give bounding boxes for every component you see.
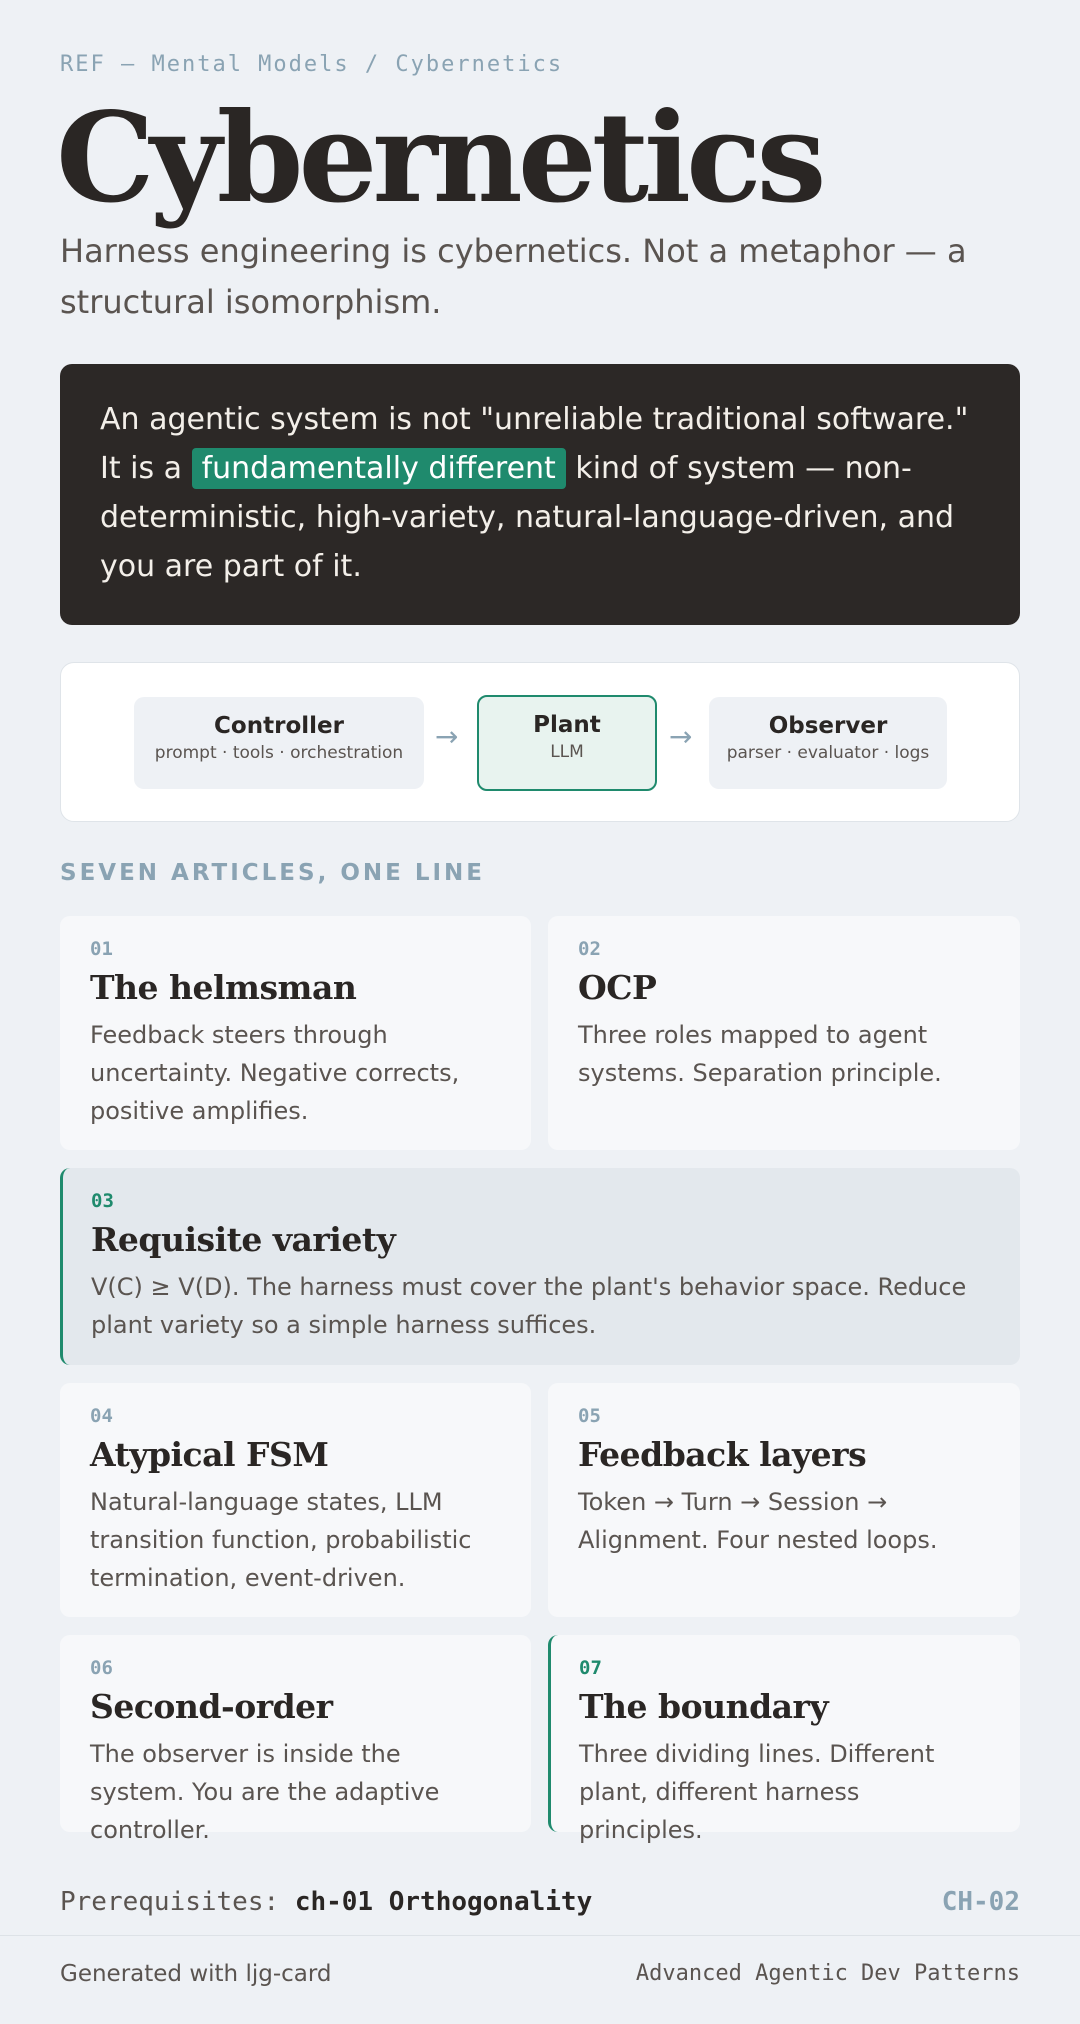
page-subtitle: Harness engineering is cybernetics. Not a metaphor — a structural isomorphism. (60, 232, 967, 321)
article-card[interactable] (60, 1383, 531, 1617)
article-description: Token → Turn → Session → Alignment. Four nested loops. (578, 1488, 938, 1554)
article-card-featured[interactable] (60, 1168, 1020, 1365)
quote-highlight: fundamentally different (192, 448, 566, 489)
article-number: 06 (90, 1657, 113, 1679)
chapter-code: CH-02 (941, 1887, 1020, 1917)
controller-node-name: Controller (214, 713, 344, 739)
plant-node-sub: LLM (550, 742, 584, 762)
prerequisites-link[interactable]: ch-01 Orthogonality (294, 1887, 593, 1917)
quote-block (60, 364, 1020, 625)
controller-node (134, 697, 424, 789)
footer-generator: Generated with ljg-card (60, 1961, 332, 1987)
article-card-accent[interactable] (548, 1635, 1020, 1844)
article-title: The boundary (579, 1687, 829, 1726)
quote-text-after: kind of system — non-deterministic, high-variety, natural-language-driven, and you are part of it. (100, 451, 955, 584)
observer-node (709, 697, 947, 789)
article-card[interactable] (60, 916, 531, 1150)
article-title: Feedback layers (578, 1435, 867, 1474)
controller-node-sub: prompt · tools · orchestration (154, 743, 404, 763)
article-title: Requisite variety (91, 1220, 396, 1259)
article-title: OCP (578, 968, 657, 1007)
article-number: 07 (579, 1657, 602, 1679)
article-description: Natural-language states, LLM transition function, probabilistic termination, event-driven. (90, 1488, 472, 1592)
article-description: V(C) ≥ V(D). The harness must cover the plant's behavior space. Reduce plant variety so a simple harness suffices. (91, 1273, 967, 1339)
footer-series: Advanced Agentic Dev Patterns (635, 1961, 1020, 1986)
article-card[interactable] (548, 1383, 1020, 1617)
article-number: 01 (90, 938, 113, 960)
article-number: 04 (90, 1405, 113, 1427)
arrow-right-icon: → (669, 720, 693, 753)
article-title: The helmsman (90, 968, 357, 1007)
article-number: 03 (91, 1190, 114, 1212)
arrow-right-icon: → (435, 720, 459, 753)
page-title: Cybernetics (56, 86, 822, 231)
prerequisites (60, 1887, 592, 1917)
article-description: The observer is inside the system. You are the adaptive controller. (90, 1740, 440, 1844)
prerequisites-label: Prerequisites: (60, 1887, 280, 1917)
article-number: 02 (578, 938, 601, 960)
section-label: SEVEN ARTICLES, ONE LINE (60, 860, 486, 886)
quote-text-before: An agentic system is not "unreliable traditional software." It is a (100, 402, 969, 486)
article-title: Atypical FSM (90, 1435, 329, 1474)
plant-node (477, 695, 657, 791)
article-description: Three roles mapped to agent systems. Separation principle. (578, 1021, 942, 1087)
article-title: Second-order (90, 1687, 333, 1726)
breadcrumb: REF — Mental Models / Cybernetics (60, 52, 564, 77)
observer-node-name: Observer (768, 713, 888, 739)
observer-node-sub: parser · evaluator · logs (726, 743, 930, 763)
article-number: 05 (578, 1405, 601, 1427)
control-loop-diagram (60, 662, 1020, 822)
article-card[interactable] (548, 916, 1020, 1150)
footer-divider (0, 1935, 1080, 1936)
article-card[interactable] (60, 1635, 531, 1844)
plant-node-name: Plant (533, 712, 601, 738)
article-description: Feedback steers through uncertainty. Negative corrects, positive amplifies. (90, 1021, 460, 1125)
article-description: Three dividing lines. Different plant, different harness principles. (579, 1740, 935, 1844)
